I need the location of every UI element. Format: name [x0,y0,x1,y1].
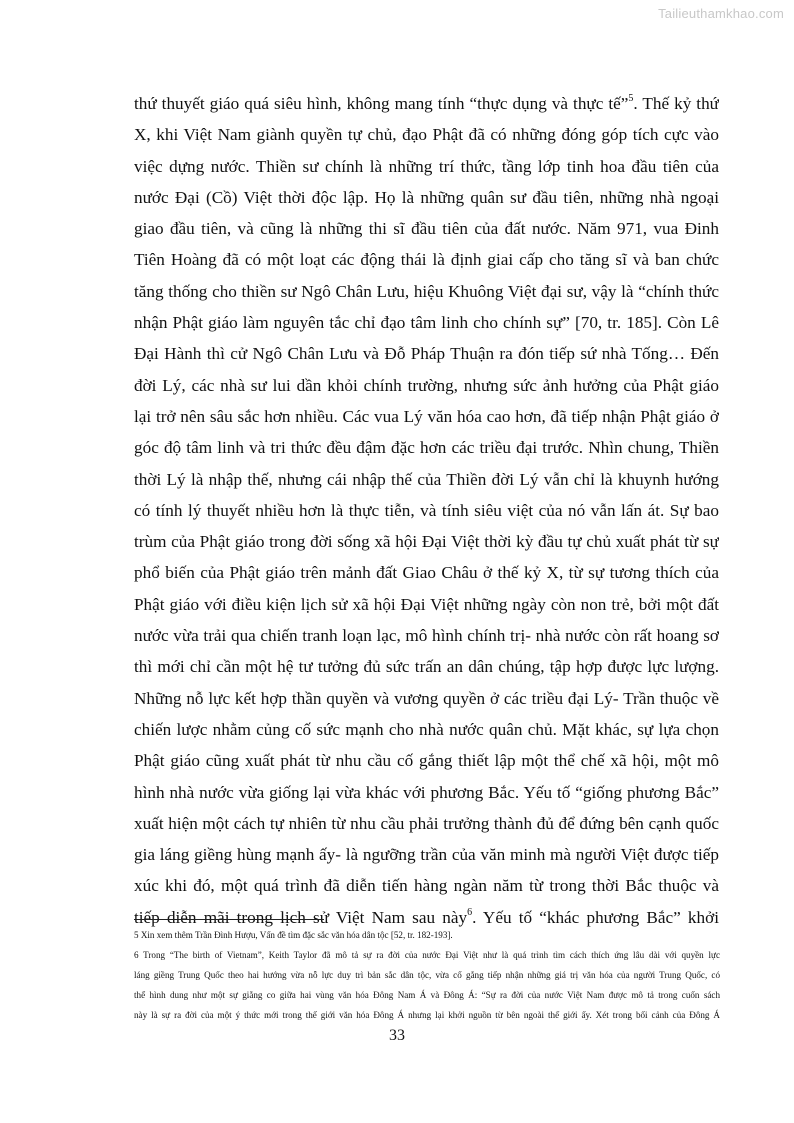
footnote-ref-6[interactable]: 6 [467,906,473,918]
text-line: Những nỗ lực kết hợp thần quyền và vương quyền ở các triều đại Lý- Trần thuộc về [134,688,719,708]
page-number: 33 [389,1027,405,1044]
text-line: nhận Phật giáo làm nguyên tắc chỉ đạo tâm linh cho chính sự” [70, tr. 185]. Còn Lê [134,313,719,333]
text-line: thời Lý là nhập thế, nhưng cái nhập thế của Thiền đời Lý vẫn chỉ là khuynh hướng [134,469,719,489]
text-line: tiếp diễn mãi trong lịch sử Việt Nam sau này$^6$. Yếu tố “khác phương Bắc” khởi [134,906,719,927]
text-line: đời Lý, các nhà sư lui dần khỏi chính trường, nhưng sức ảnh hưởng của Phật giáo [134,375,719,395]
text-line: hình nhà nước vừa giống lại vừa khác với phương Bắc. Yếu tố “giống phương Bắc” [134,782,719,802]
text-line: thì mới chỉ cần một hệ tư tưởng đủ sức trấn an dân chúng, tập hợp được lực lượng. [134,657,719,677]
text-line: trùm của Phật giáo trong đời sống xã hội Đại Việt thời kỳ đầu tự chủ xuất phát từ sự [134,532,719,552]
footnote-6-line: láng giềng Trung Quốc theo hai hướng vừa nỗ lực duy trì bản sắc dân tộc, vừa cố gắng tiếp nhận những giá trị văn hóa của người Trung Quốc, có [134,969,720,980]
text-line: xúc khi đó, một quá trình đã diễn tiến hàng ngàn năm từ trong thời Bắc thuộc và [134,876,719,896]
text-line: thứ thuyết giáo quá siêu hình, không mang tính “thực dụng và thực tế”$^5$. Thế kỷ thứ [134,93,719,113]
footnotes [134,926,720,1025]
footnote-5: 5 Xin xem thêm Trần Đình Hượu, Vấn đề tìm đặc sắc văn hóa dân tộc [52, tr. 182-193]. [134,930,453,940]
text-line: Tiên Hoàng đã có một loạt các động thái là định giai cấp cho tăng sĩ và ban chức [134,250,719,270]
text-line: việc dựng nước. Thiền sư chính là những trí thức, tầng lớp tinh hoa đầu tiên của [134,156,719,176]
text-line: gia láng giềng hùng mạnh ấy- là ngưỡng trần của văn minh mà người Việt được tiếp [134,845,719,865]
text-line: xuất hiện một cách tự nhiên từ nhu cầu phải trưởng thành đủ để đứng bên cạnh quốc [134,813,719,833]
text-line: phổ biến của Phật giáo trên mảnh đất Giao Châu ở thế kỷ X, từ sự tương thích của [134,563,719,583]
text-line: chiến lược nhằm củng cố sức mạnh cho nhà nước quân chủ. Mặt khác, sự lựa chọn [134,719,719,739]
watermark: Tailieuthamkhao.com [658,6,784,21]
text-line: nước Đại (Cồ) Việt thời độc lập. Họ là những quân sư đầu tiên, những nhà ngoại [134,187,719,207]
footnote-divider [134,919,324,920]
main-text [134,88,719,933]
footnote-6-line: thể hình dung như một sự giằng co giữa hai vùng văn hóa Đông Nam Á và Đông Á: “Sự ra đời của nước Việt Nam được mô tả trong cuốn sách [134,989,720,1000]
footnote-6-line: 6 Trong “The birth of Vietnam”, Keith Taylor đã mô tả sự ra đời của nước Đại Việt như là quá trình tìm cách thích ứng lâu dài với quyền lực [134,949,720,960]
text-line: lại trở nên sâu sắc hơn nhiều. Các vua Lý văn hóa cao hơn, đã tiếp nhận Phật giáo ở [134,406,719,426]
text-line: Phật giáo với điều kiện lịch sử xã hội Đại Việt những ngày còn non trẻ, bởi một đất [134,594,719,614]
text-line: X, khi Việt Nam giành quyền tự chủ, đạo Phật đã có những đóng góp tích cực vào [134,125,719,145]
footnote-ref-5[interactable]: 5 [628,93,634,105]
text-line: nước vừa trải qua chiến tranh loạn lạc, mô hình chính trị- nhà nước còn rất hoang sơ [134,626,719,646]
text-line: góc độ tâm linh và tri thức đều đậm đặc hơn các triều đại trước. Nhìn chung, Thiền [134,438,719,458]
text-line: tăng thống cho thiền sư Ngô Chân Lưu, hiệu Khuông Việt đại sư, vậy là “chính thức [134,281,719,301]
text-line: giao đầu tiên, và cũng là những thi sĩ đầu tiên của đất nước. Năm 971, vua Đinh [134,219,719,239]
text-line: Phật giáo cũng xuất phát từ nhu cầu cố gắng thiết lập một thể chế xã hội, một mô [134,751,719,771]
footnote-6-line: này là sự ra đời của một ý thức mới trong thế giới văn hóa Đông Á nhưng lại khởi nguồn từ bên ngoài thế giới ấy. Xét trong bối cảnh của Đông Á [134,1009,720,1020]
text-line: Đại Hành thì cử Ngô Chân Lưu và Đỗ Pháp Thuận ra đón tiếp sứ nhà Tống… Đến [134,344,719,364]
text-line: có tính lý thuyết nhiều hơn là thực tiễn, và tính siêu việt của nó vẫn lấn át. Sự bao [134,500,719,520]
